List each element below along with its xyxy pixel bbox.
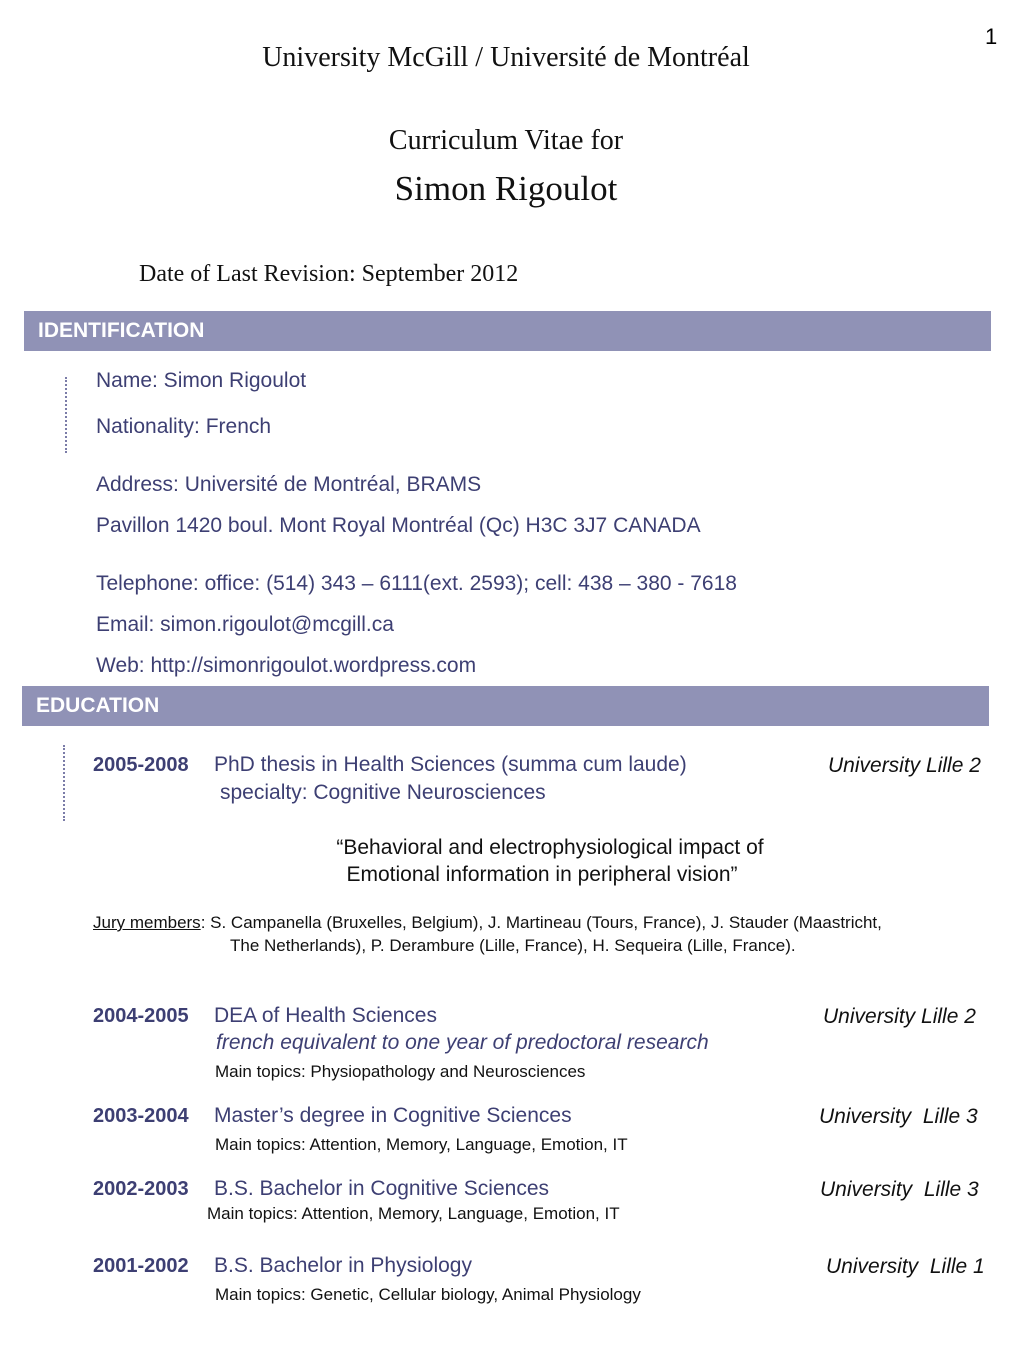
identification-heading: IDENTIFICATION (24, 311, 991, 351)
phd-thesis-title-line2: Emotional information in peripheral vision” (346, 863, 738, 886)
institution-title: University McGill / Université de Montréal (262, 42, 750, 73)
dea-university: University Lille 2 (823, 1005, 976, 1028)
dea-years: 2004-2005 (93, 1005, 189, 1027)
master-university: University Lille 3 (819, 1105, 978, 1128)
phd-years: 2005-2008 (93, 754, 189, 776)
bachelor-cog-years: 2002-2003 (93, 1178, 189, 1200)
bachelor-cog-title: B.S. Bachelor in Cognitive Sciences (214, 1177, 550, 1200)
bachelor-phys-topics: Main topics: Genetic, Cellular biology, Animal Physiology (215, 1285, 641, 1304)
jury-members-text: : S. Campanella (Bruxelles, Belgium), J. Martineau (Tours, France), J. Stauder (Maastricht, (200, 913, 882, 932)
identification-divider (65, 377, 67, 453)
phd-jury-line1 (93, 913, 882, 933)
phd-jury-line2: The Netherlands), P. Derambure (Lille, France), H. Sequeira (Lille, France). (230, 936, 796, 955)
education-heading: EDUCATION (22, 686, 989, 726)
identification-web: Web: http://simonrigoulot.wordpress.com (96, 654, 477, 677)
bachelor-phys-university: University Lille 1 (826, 1255, 985, 1278)
phd-specialty: specialty: Cognitive Neurosciences (220, 781, 546, 804)
dea-note: french equivalent to one year of predoctoral research (216, 1031, 709, 1054)
dea-topics: Main topics: Physiopathology and Neurosciences (215, 1062, 586, 1081)
dea-title: DEA of Health Sciences (214, 1004, 437, 1027)
bachelor-cog-university: University Lille 3 (820, 1178, 979, 1201)
identification-telephone: Telephone: office: (514) 343 – 6111(ext. 2593); cell: 438 – 380 - 7618 (96, 572, 737, 595)
identification-address-line2: Pavillon 1420 boul. Mont Royal Montréal (Qc) H3C 3J7 CANADA (96, 514, 701, 537)
jury-members-label: Jury members (93, 913, 201, 932)
bachelor-phys-title: B.S. Bachelor in Physiology (214, 1254, 472, 1277)
page-number: 1 (985, 24, 998, 49)
bachelor-phys-years: 2001-2002 (93, 1255, 189, 1277)
cv-for-label: Curriculum Vitae for (388, 125, 624, 156)
master-title: Master’s degree in Cognitive Sciences (214, 1104, 572, 1127)
cv-person-name: Simon Rigoulot (394, 169, 618, 208)
phd-thesis-title-line1: “Behavioral and electrophysiological impact of (336, 836, 764, 859)
identification-nationality: Nationality: French (96, 415, 272, 438)
master-years: 2003-2004 (93, 1105, 189, 1127)
revision-date: Date of Last Revision: September 2012 (139, 261, 519, 287)
bachelor-cog-topics: Main topics: Attention, Memory, Language, Emotion, IT (207, 1204, 620, 1223)
phd-title: PhD thesis in Health Sciences (summa cum laude) (214, 753, 687, 776)
master-topics: Main topics: Attention, Memory, Language, Emotion, IT (215, 1135, 628, 1154)
identification-name: Name: Simon Rigoulot (96, 369, 307, 392)
education-divider (63, 745, 65, 821)
identification-address: Address: Université de Montréal, BRAMS (96, 473, 482, 496)
identification-email: Email: simon.rigoulot@mcgill.ca (96, 613, 394, 636)
phd-university: University Lille 2 (828, 754, 981, 777)
